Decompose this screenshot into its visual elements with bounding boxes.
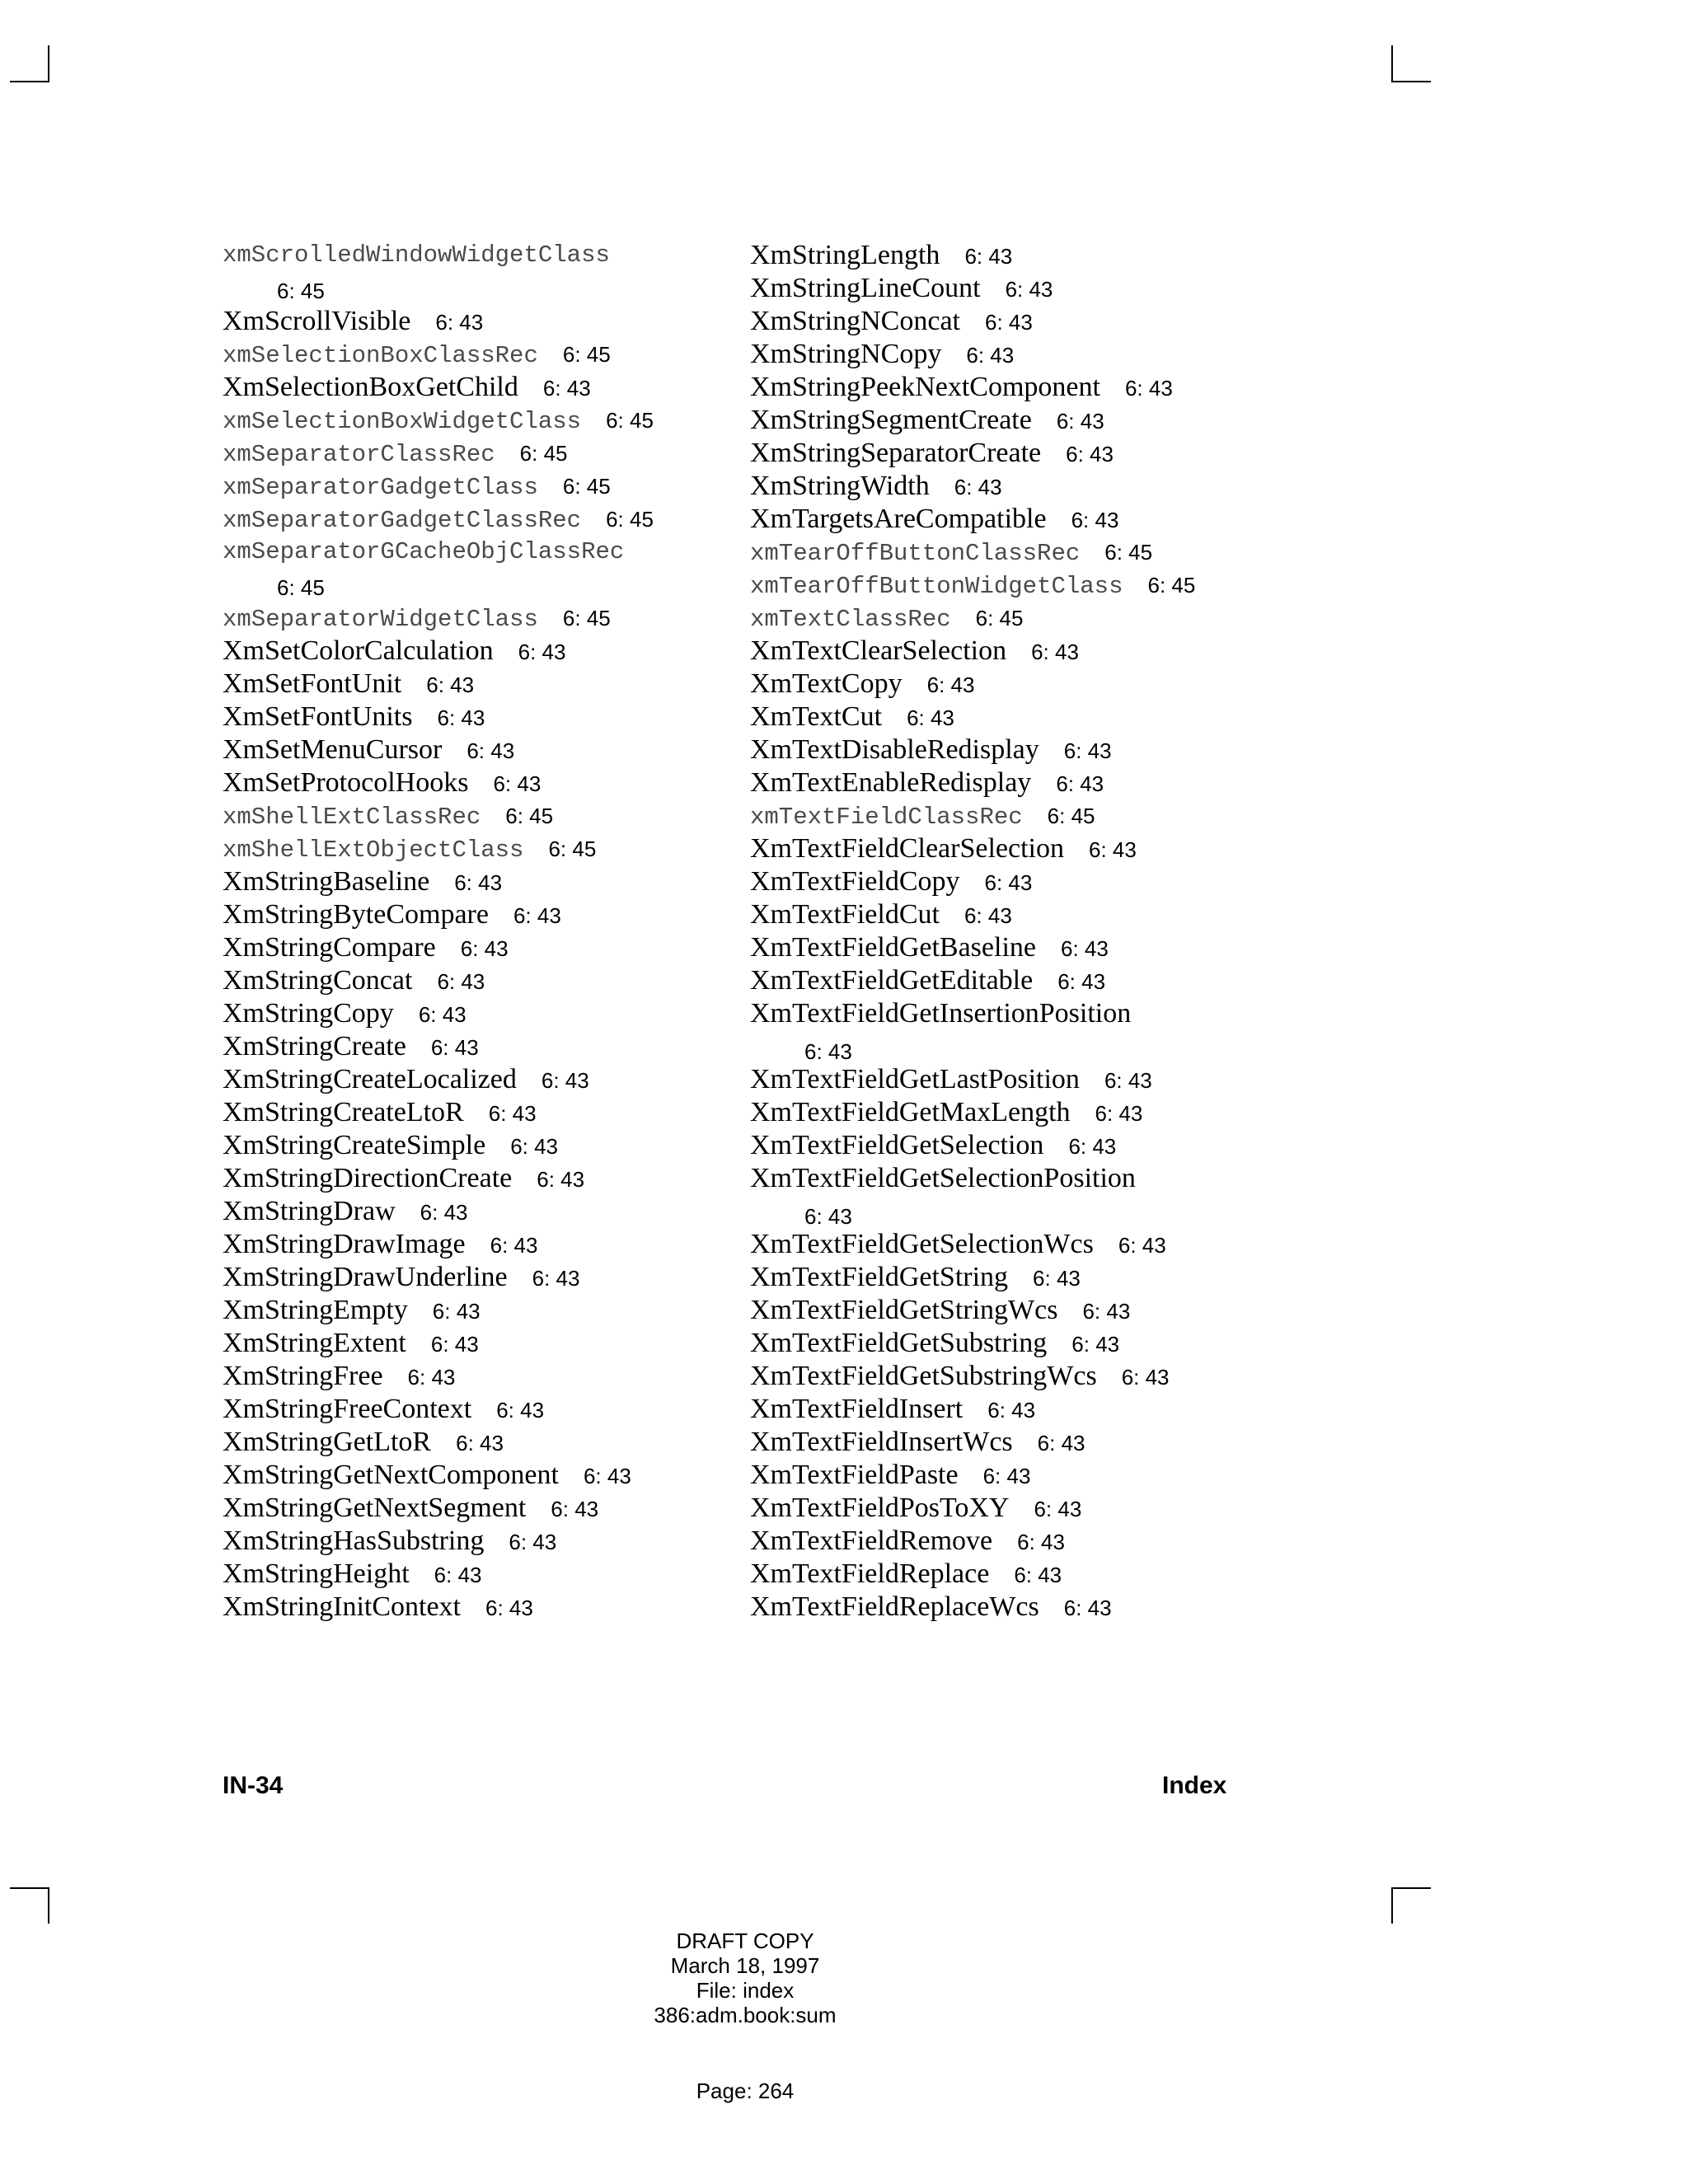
page-label: IN-34 [223,1772,284,1799]
page-reference: 6: 43 [496,1398,545,1422]
index-entry [223,239,654,305]
index-entry [750,569,1195,602]
index-term: XmSelectionBoxGetChild [223,372,518,402]
index-entry [750,1294,1195,1327]
index-entry [750,1096,1195,1129]
draft-line: File: index [696,1978,795,2003]
page-reference: 6: 43 [1037,1431,1085,1455]
page-reference: 6: 45 [505,804,554,828]
page-reference: 6: 43 [964,903,1012,928]
page-reference: 6: 43 [1095,1101,1143,1126]
page-reference: 6: 43 [434,1563,482,1587]
index-term: XmStringPeekNextComponent [750,372,1100,402]
index-term: xmTearOffButtonClassRec [750,540,1081,567]
page-reference: 6: 45 [562,474,611,499]
index-term: XmTextClearSelection [750,635,1007,666]
index-entry [750,1162,1195,1228]
index-term: XmTextFieldGetInsertionPosition [750,998,1132,1029]
index-term: XmStringFree [223,1361,383,1391]
crop-mark-top-left-v [48,45,49,82]
page-reference: 6: 43 [513,903,561,928]
index-term: XmStringCreateSimple [223,1130,486,1160]
page-reference: 6: 43 [432,1299,481,1324]
page-reference: 6: 43 [583,1464,631,1488]
index-term: xmSeparatorGCacheObjClassRec [223,538,625,565]
index-entry [750,371,1195,404]
index-entry [750,1261,1195,1294]
index-entry [750,470,1195,503]
page-reference: 6: 43 [1068,1134,1117,1159]
index-entry [223,668,654,701]
index-term: XmStringInitContext [223,1591,461,1622]
page-reference: 6: 43 [907,705,954,730]
index-entry [223,1426,654,1459]
index-term: XmStringDrawImage [223,1229,466,1259]
crop-mark-bottom-right-v [1391,1887,1393,1924]
page-reference: 6: 43 [467,738,515,763]
page-reference: 6: 43 [1017,1530,1065,1554]
index-term: XmStringDrawUnderline [223,1262,508,1292]
index-term: XmTextFieldGetSubstringWcs [750,1361,1097,1391]
index-entry [223,1525,654,1558]
index-entry [223,865,654,898]
index-entry [750,668,1195,701]
page-reference: 6: 43 [437,969,485,994]
index-entry [750,536,1195,569]
index-term: xmShellExtClassRec [223,804,481,831]
page-reference: 6: 43 [964,244,1013,269]
index-term: XmTextFieldRemove [750,1526,993,1556]
index-term: XmStringDirectionCreate [223,1163,513,1193]
index-term: XmStringHeight [223,1558,410,1589]
index-entry [223,931,654,964]
page-reference: 6: 43 [1071,508,1119,532]
index-entry [750,766,1195,799]
index-entry [223,832,654,865]
index-term: XmStringCreateLtoR [223,1097,464,1127]
index-entry [750,701,1195,733]
draft-line: March 18, 1997 [670,1953,820,1978]
index-term: XmStringNConcat [750,306,960,336]
page-reference: 6: 43 [407,1365,456,1390]
index-entry [750,338,1195,371]
page-reference: 6: 43 [490,1233,538,1258]
index-entry [223,371,654,404]
index-entry [223,536,654,602]
index-term: XmTextFieldClearSelection [750,833,1064,864]
index-entry [223,437,654,470]
page-reference: 6: 43 [488,1101,537,1126]
index-term: XmTextFieldCopy [750,866,960,897]
index-term: XmStringLineCount [750,273,981,303]
index-entry [750,1558,1195,1591]
page-reference: 6: 45 [606,408,654,433]
index-term: XmTextDisableRedisplay [750,734,1039,765]
page-reference: 6: 43 [1121,1365,1170,1390]
index-term: XmSetColorCalculation [223,635,494,666]
index-entry [223,1162,654,1195]
page-reference: 6: 43 [954,475,1002,499]
index-entry [223,503,654,536]
index-entry [223,1558,654,1591]
index-entry [750,1360,1195,1393]
index-entry [750,931,1195,964]
index-term: XmStringByteCompare [223,899,489,930]
index-entry [223,1228,654,1261]
index-entry [223,1459,654,1492]
page-reference: 6: 43 [982,1464,1031,1488]
page-reference: 6: 43 [1033,1266,1081,1291]
page-reference: 6: 43 [984,870,1033,895]
index-entry [750,239,1195,272]
index-term: XmTextFieldReplace [750,1558,990,1589]
index-entry [750,305,1195,338]
index-column-left [223,239,654,1624]
index-entry [223,1327,654,1360]
page-reference: 6: 43 [1061,936,1109,961]
index-entry [750,733,1195,766]
index-term: XmStringSeparatorCreate [750,438,1042,468]
page-reference: 6: 43 [1056,771,1104,796]
index-term: XmTextFieldPosToXY [750,1493,1010,1523]
index-entry [750,1459,1195,1492]
index-entry [223,733,654,766]
page-reference: 6: 43 [1104,1068,1152,1093]
page-reference: 6: 43 [1063,1596,1112,1620]
page-reference: 6: 43 [460,936,509,961]
index-entry [223,470,654,503]
index-entry [750,1393,1195,1426]
index-term: XmStringCompare [223,932,436,963]
index-entry [750,799,1195,832]
page-reference: 6: 43 [984,310,1033,335]
index-term: XmStringBaseline [223,866,430,897]
index-entry [750,1591,1195,1624]
index-entry [750,1426,1195,1459]
index-entry [223,997,654,1030]
index-term: XmStringSegmentCreate [750,405,1032,435]
page-reference: 6: 43 [532,1266,580,1291]
index-entry [223,1294,654,1327]
page-reference: 6: 43 [437,705,485,730]
index-entry [223,1393,654,1426]
index-term: XmStringGetLtoR [223,1427,432,1457]
page-reference: 6: 45 [606,507,654,532]
index-entry [223,602,654,635]
index-term: XmStringConcat [223,965,413,996]
index-term: XmTextFieldGetSubstring [750,1328,1048,1358]
index-term: XmTextFieldInsertWcs [750,1427,1013,1457]
index-term: XmStringCopy [223,998,394,1029]
page-reference: 6: 43 [518,640,566,664]
index-entry [750,503,1195,536]
index-entry [223,404,654,437]
index-entry [223,305,654,338]
index-term: xmScrolledWindowWidgetClass [223,241,610,269]
index-entry [750,1525,1195,1558]
index-entry [750,1129,1195,1162]
index-term: xmTextFieldClassRec [750,804,1023,831]
page-reference: 6: 43 [804,1039,852,1064]
crop-mark-bottom-right-h [1391,1887,1431,1889]
index-term: XmSetProtocolHooks [223,767,469,798]
index-entry [750,437,1195,470]
page-reference: 6: 43 [1005,277,1053,302]
index-term: XmSetFontUnit [223,668,402,699]
page-reference: 6: 43 [1063,738,1112,763]
index-term: XmTextFieldGetLastPosition [750,1064,1080,1094]
index-term: XmTextFieldGetSelectionWcs [750,1229,1094,1259]
page-reference: 6: 43 [493,771,542,796]
page-reference: 6: 43 [542,376,591,401]
index-term: xmShellExtObjectClass [223,837,524,864]
draft-line: DRAFT COPY [676,1929,814,1953]
crop-mark-top-left-h [10,81,49,82]
page-reference: 6: 45 [975,606,1024,630]
index-entry [223,1261,654,1294]
page-reference: 6: 45 [548,837,597,861]
index-term: xmTextClassRec [750,606,951,633]
page-reference: 6: 43 [420,1200,468,1225]
index-term: XmStringCreate [223,1031,406,1062]
page-reference: 6: 43 [1034,1497,1082,1521]
index-term: xmSeparatorClassRec [223,441,495,468]
index-term: XmTextFieldPaste [750,1460,959,1490]
index-column-right [750,239,1195,1624]
index-entry [223,1492,654,1525]
index-entry [750,272,1195,305]
index-entry [750,865,1195,898]
index-entry [223,1096,654,1129]
index-entry [223,898,654,931]
crop-mark-top-right-h [1391,81,1431,82]
index-entry [750,1492,1195,1525]
page-reference: 6: 43 [418,1002,467,1027]
index-term: xmSelectionBoxClassRec [223,342,538,369]
index-term: XmStringExtent [223,1328,406,1358]
page-reference: 6: 43 [541,1068,589,1093]
page-reference: 6: 43 [509,1530,557,1554]
index-term: XmTextFieldGetSelection [750,1130,1044,1160]
index-term: XmTextEnableRedisplay [750,767,1032,798]
index-term: XmTextCut [750,701,883,732]
page-reference: 6: 43 [430,1035,479,1060]
index-term: XmSetMenuCursor [223,734,443,765]
index-entry [223,964,654,997]
index-term: XmTextFieldReplaceWcs [750,1591,1039,1622]
page-reference: 6: 43 [454,870,503,895]
index-term: XmStringLength [750,240,940,270]
page-reference: 6: 43 [1124,376,1173,401]
index-term: XmStringCreateLocalized [223,1064,517,1094]
page-reference: 6: 43 [1118,1233,1166,1258]
draft-stamp [580,1929,910,2027]
draft-line: 386:adm.book:sum [654,2003,837,2027]
index-entry [750,1327,1195,1360]
page-reference: 6: 45 [1104,540,1153,565]
index-entry [750,602,1195,635]
index-entry [223,799,654,832]
index-entry [750,404,1195,437]
page-reference: 6: 45 [277,575,325,600]
page-reference: 6: 43 [804,1204,852,1229]
index-term: XmTextFieldGetEditable [750,965,1034,996]
page-reference: 6: 45 [1147,573,1196,598]
index-entry [750,997,1195,1063]
index-term: XmTextFieldInsert [750,1394,964,1424]
page-reference: 6: 43 [551,1497,599,1521]
index-entry [223,1360,654,1393]
index-term: XmScrollVisible [223,306,411,336]
index-entry [750,964,1195,997]
index-term: XmStringFreeContext [223,1394,472,1424]
index-term: XmStringDraw [223,1196,396,1226]
index-entry [750,898,1195,931]
index-term: XmStringWidth [750,471,930,501]
index-entry [750,1228,1195,1261]
index-term: xmSelectionBoxWidgetClass [223,408,582,435]
page-reference: 6: 43 [1014,1563,1062,1587]
page-reference: 6: 43 [1057,969,1106,994]
index-term: XmTextFieldGetSelectionPosition [750,1163,1136,1193]
index-term: XmTextCopy [750,668,903,699]
page-reference: 6: 45 [562,342,611,367]
crop-mark-bottom-left-v [48,1887,49,1924]
index-entry [750,635,1195,668]
index-term: xmTearOffButtonWidgetClass [750,573,1123,600]
page-reference: 6: 43 [485,1596,533,1620]
index-entry [223,635,654,668]
page-reference: 6: 43 [430,1332,479,1357]
index-entry [223,1030,654,1063]
index-term: XmStringNCopy [750,339,942,369]
crop-mark-top-right-v [1391,45,1393,82]
index-term: XmTextFieldGetStringWcs [750,1295,1058,1325]
page-reference: 6: 43 [456,1431,504,1455]
index-term: XmStringEmpty [223,1295,408,1325]
page-reference: 6: 43 [1071,1332,1120,1357]
index-entry [223,338,654,371]
page-reference: 6: 43 [1088,837,1137,862]
index-entry [223,1129,654,1162]
page-reference: 6: 43 [1066,442,1114,466]
index-entry [750,832,1195,865]
index-term: XmStringHasSubstring [223,1526,485,1556]
index-term: XmTextFieldGetMaxLength [750,1097,1071,1127]
crop-mark-bottom-left-h [10,1887,49,1889]
page-reference: 6: 43 [435,310,484,335]
page-reference: 6: 43 [1031,640,1079,664]
page-reference: 6: 43 [510,1134,559,1159]
index-entry [223,1063,654,1096]
page-reference: 6: 43 [1056,409,1104,434]
page-reference: 6: 43 [966,343,1015,368]
page-reference: 6: 43 [1082,1299,1131,1324]
index-term: XmTextFieldGetBaseline [750,932,1036,963]
index-term: XmStringGetNextComponent [223,1460,559,1490]
page-reference: 6: 43 [987,1398,1036,1422]
page-reference: 6: 45 [277,279,325,303]
index-term: XmTargetsAreCompatible [750,504,1047,534]
index-term: XmTextFieldGetString [750,1262,1009,1292]
page-reference: 6: 43 [537,1167,585,1192]
section-title: Index [1162,1772,1227,1799]
index-entry [223,1195,654,1228]
page-reference: 6: 43 [926,673,975,697]
index-term: xmSeparatorWidgetClass [223,606,538,633]
index-term: xmSeparatorGadgetClass [223,474,538,501]
index-entry [223,701,654,733]
index-term: XmTextFieldCut [750,899,940,930]
page-reference: 6: 45 [1047,804,1095,828]
index-entry [223,766,654,799]
index-term: XmStringGetNextSegment [223,1493,527,1523]
index-entry [750,1063,1195,1096]
index-term: xmSeparatorGadgetClassRec [223,507,582,534]
page-reference: 6: 43 [426,673,475,697]
index-entry [223,1591,654,1624]
index-term: XmSetFontUnits [223,701,413,732]
page-reference: 6: 45 [519,441,568,466]
page-reference: 6: 45 [562,606,611,630]
page-number: Page: 264 [696,2079,795,2103]
